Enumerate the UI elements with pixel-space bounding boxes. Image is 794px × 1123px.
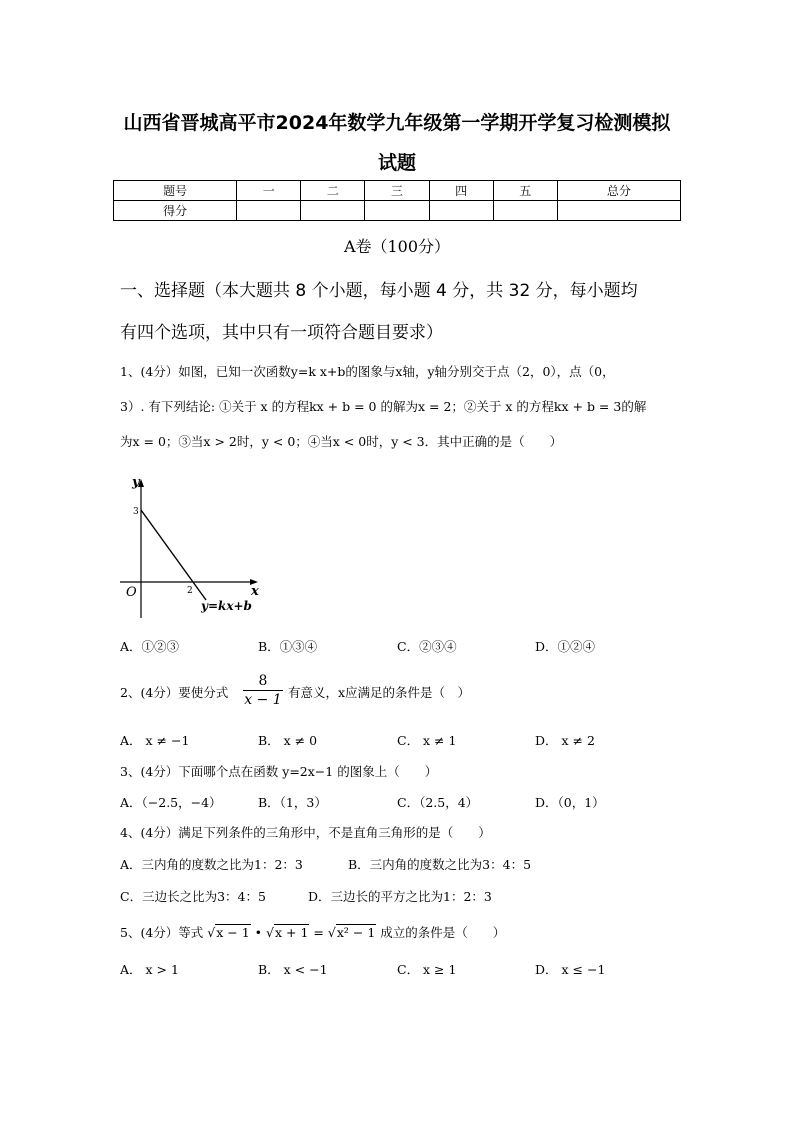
- score-row-label: 得分: [114, 201, 237, 221]
- q5-radicand-3: x² − 1: [336, 925, 376, 940]
- q2-fraction: [243, 672, 283, 709]
- q5-dot: •: [254, 925, 263, 940]
- score-table-score-row: [114, 201, 681, 221]
- score-cell: [493, 201, 557, 221]
- q2-option-d: D． x ≠ 2: [535, 733, 595, 748]
- exam-title-line-2: 试题: [377, 152, 416, 174]
- q5-radical-sign-2: √: [266, 925, 274, 940]
- q4-option-a: A．三内角的度数之比为1：2：3: [120, 857, 303, 872]
- volume-heading: A卷（100分）: [343, 237, 451, 256]
- function-line: [141, 510, 206, 600]
- exam-title-line-1: 山西省晋城高平市2024年数学九年级第一学期开学复习检测模拟: [123, 112, 671, 134]
- q1-text-line-1: 1、(4分）如图，已知一次函数y=k x+b的图象与x轴，y轴分别交于点（2，0），点（0，: [120, 364, 615, 379]
- score-table-header: 三: [365, 181, 429, 201]
- q1-text-line-2: 3）. 有下列结论: ①关于 x 的方程kx + b = 0 的解为x = 2；②关于 x 的方程kx + b = 3的解: [120, 399, 647, 414]
- q5-option-c: C． x ≥ 1: [397, 962, 457, 977]
- q1-function-graph: [108, 470, 268, 620]
- q2-option-a: A． x ≠ −1: [120, 733, 190, 748]
- y-axis-label: y: [132, 475, 140, 490]
- q4-option-d: D．三边长的平方之比为1：2：3: [308, 889, 492, 904]
- q1-text-line-3: 为x = 0；③当x > 2时，y < 0；④当x < 0时，y < 3．其中正确的是（ ）: [120, 434, 563, 449]
- score-table-header: 总分: [557, 181, 680, 201]
- origin-label: O: [126, 585, 137, 600]
- q2-text-after: 有意义，x应满足的条件是（ ）: [288, 685, 471, 700]
- q3-text: 3、(4分）下面哪个点在函数 y=2x−1 的图象上（ ）: [120, 764, 438, 779]
- q4-option-c: C．三边长之比为3：4：5: [120, 889, 266, 904]
- q5-radicand-2: x + 1: [275, 925, 309, 940]
- q5-equals: =: [313, 925, 324, 940]
- score-cell: [237, 201, 301, 221]
- q3-option-c: C．（2.5，4）: [397, 795, 479, 810]
- y-intercept-tick: 3: [133, 507, 139, 517]
- q2-text-before: 2、(4分）要使分式: [120, 685, 229, 700]
- score-cell: [557, 201, 680, 221]
- section-heading-line-1: 一、选择题（本大题共 8 个小题，每小题 4 分，共 32 分，每小题均: [120, 281, 638, 301]
- score-table-header: 五: [493, 181, 557, 201]
- q5-text: [120, 923, 505, 941]
- q5-radicand-1: x − 1: [216, 925, 250, 940]
- q3-option-b: B．（1，3）: [258, 795, 327, 810]
- q3-option-d: D．（0，1）: [535, 795, 605, 810]
- q2-fraction-numerator: 8: [243, 672, 283, 691]
- score-table-header: 二: [301, 181, 365, 201]
- q2-option-c: C． x ≠ 1: [397, 733, 457, 748]
- score-cell: [365, 201, 429, 221]
- q4-option-b: B．三内角的度数之比为3：4：5: [348, 857, 532, 872]
- q1-option-c: C．②③④: [397, 639, 457, 654]
- q5-option-d: D． x ≤ −1: [535, 962, 606, 977]
- x-intercept-tick: 2: [187, 586, 193, 596]
- q5-option-b: B． x < −1: [258, 962, 328, 977]
- q5-option-a: A． x > 1: [120, 962, 179, 977]
- q5-radical-sign-3: √: [327, 925, 336, 940]
- score-table-header: 一: [237, 181, 301, 201]
- q1-option-a: A．①②③: [120, 639, 180, 654]
- score-table-header: 四: [429, 181, 493, 201]
- score-table: [113, 180, 681, 221]
- q4-text: 4、(4分）满足下列条件的三角形中，不是直角三角形的是（ ）: [120, 825, 491, 840]
- x-axis-label: x: [251, 584, 259, 599]
- q5-radical-sign-1: √: [207, 925, 216, 940]
- q5-prefix: 5、(4分）等式: [120, 925, 204, 940]
- score-table-header-row: [114, 181, 681, 201]
- score-cell: [301, 201, 365, 221]
- q1-option-d: D．①②④: [535, 639, 596, 654]
- q1-option-b: B．①③④: [258, 639, 318, 654]
- score-cell: [429, 201, 493, 221]
- q2-option-b: B． x ≠ 0: [258, 733, 318, 748]
- q3-option-a: A．（−2.5，−4）: [120, 795, 222, 810]
- q5-suffix: 成立的条件是（ ）: [380, 925, 506, 940]
- section-heading-line-2: 有四个选项，其中只有一项符合题目要求）: [120, 323, 443, 343]
- q2-fraction-denominator: x − 1: [244, 692, 282, 708]
- score-table-header: 题号: [114, 181, 237, 201]
- function-line-label: y=kx+b: [201, 599, 252, 613]
